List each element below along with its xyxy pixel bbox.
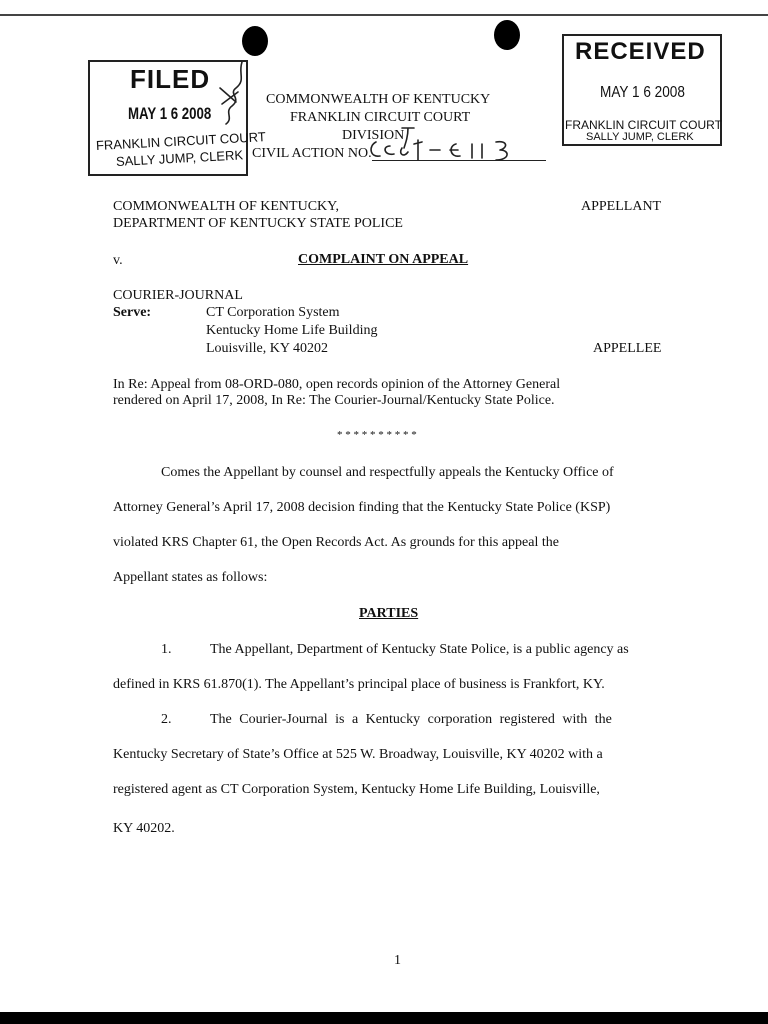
- appellant-name-line2: DEPARTMENT OF KENTUCKY STATE POLICE: [113, 216, 403, 231]
- serve-address-line1: CT Corporation System: [206, 305, 340, 320]
- serve-address-line2: Kentucky Home Life Building: [206, 323, 378, 338]
- serve-address-line3: Louisville, KY 40202: [206, 341, 328, 356]
- filed-stamp-date: MAY 1 6 2008: [128, 104, 212, 123]
- serve-label: Serve:: [113, 305, 152, 320]
- para2-line3: registered agent as CT Corporation System, Kentucky Home Life Building, Louisville,: [113, 782, 600, 797]
- punch-hole-left: [242, 26, 268, 56]
- para1-line1: The Appellant, Department of Kentucky State Police, is a public agency as: [210, 642, 629, 657]
- caption-commonwealth: COMMONWEALTH OF KENTUCKY: [266, 92, 491, 107]
- para2-number: 2.: [161, 712, 172, 727]
- page-number: 1: [394, 953, 401, 968]
- filed-stamp-title: FILED: [130, 64, 211, 94]
- para2-line4: KY 40202.: [113, 821, 175, 836]
- appellant-name-line1: COMMONWEALTH OF KENTUCKY,: [113, 199, 339, 214]
- in-re-line2: rendered on April 17, 2008, In Re: The Courier-Journal/Kentucky State Police.: [113, 393, 555, 408]
- intro-line2: Attorney General’s April 17, 2008 decision finding that the Kentucky State Police (KSP): [113, 500, 611, 515]
- parties-heading: PARTIES: [359, 606, 419, 621]
- received-stamp-clerk: SALLY JUMP, CLERK: [586, 131, 694, 143]
- caption-court: FRANKLIN CIRCUIT COURT: [290, 110, 471, 125]
- bottom-scan-edge: [0, 1012, 768, 1024]
- filed-stamp-court: FRANKLIN CIRCUIT COURT: [95, 129, 267, 153]
- handwritten-case-number: [368, 120, 528, 168]
- intro-line1: Comes the Appellant by counsel and respectfully appeals the Kentucky Office of: [161, 465, 614, 480]
- para1-number: 1.: [161, 642, 172, 657]
- received-stamp-title: RECEIVED: [575, 38, 706, 65]
- appellee-name: COURIER-JOURNAL: [113, 288, 243, 303]
- received-stamp-date: MAY 1 6 2008: [600, 84, 685, 101]
- appellee-role: APPELLEE: [593, 341, 662, 356]
- top-rule: [0, 14, 768, 16]
- para1-line2: defined in KRS 61.870(1). The Appellant’s principal place of business is Frankfort, KY.: [113, 677, 605, 692]
- received-stamp-court: FRANKLIN CIRCUIT COURT: [565, 118, 722, 132]
- caption-division: DIVISION: [342, 128, 405, 143]
- filed-stamp-clerk: SALLY JUMP, CLERK: [115, 147, 244, 169]
- versus: v.: [113, 253, 123, 268]
- intro-line4: Appellant states as follows:: [113, 570, 268, 585]
- in-re-line1: In Re: Appeal from 08-ORD-080, open records opinion of the Attorney General: [113, 377, 561, 392]
- clerk-initials-signature: [212, 58, 252, 128]
- section-separator: * * * * * * * * * *: [337, 429, 417, 441]
- para2-line2: Kentucky Secretary of State’s Office at 525 W. Broadway, Louisville, KY 40202 with a: [113, 747, 603, 762]
- para2-line1: The Courier-Journal is a Kentucky corporation registered with the: [210, 712, 612, 727]
- caption-civil-action: CIVIL ACTION NO.: [252, 146, 372, 161]
- document-title: COMPLAINT ON APPEAL: [298, 252, 469, 267]
- punch-hole-right: [494, 20, 520, 50]
- intro-line3: violated KRS Chapter 61, the Open Records Act. As grounds for this appeal the: [113, 535, 559, 550]
- appellant-role: APPELLANT: [581, 199, 662, 214]
